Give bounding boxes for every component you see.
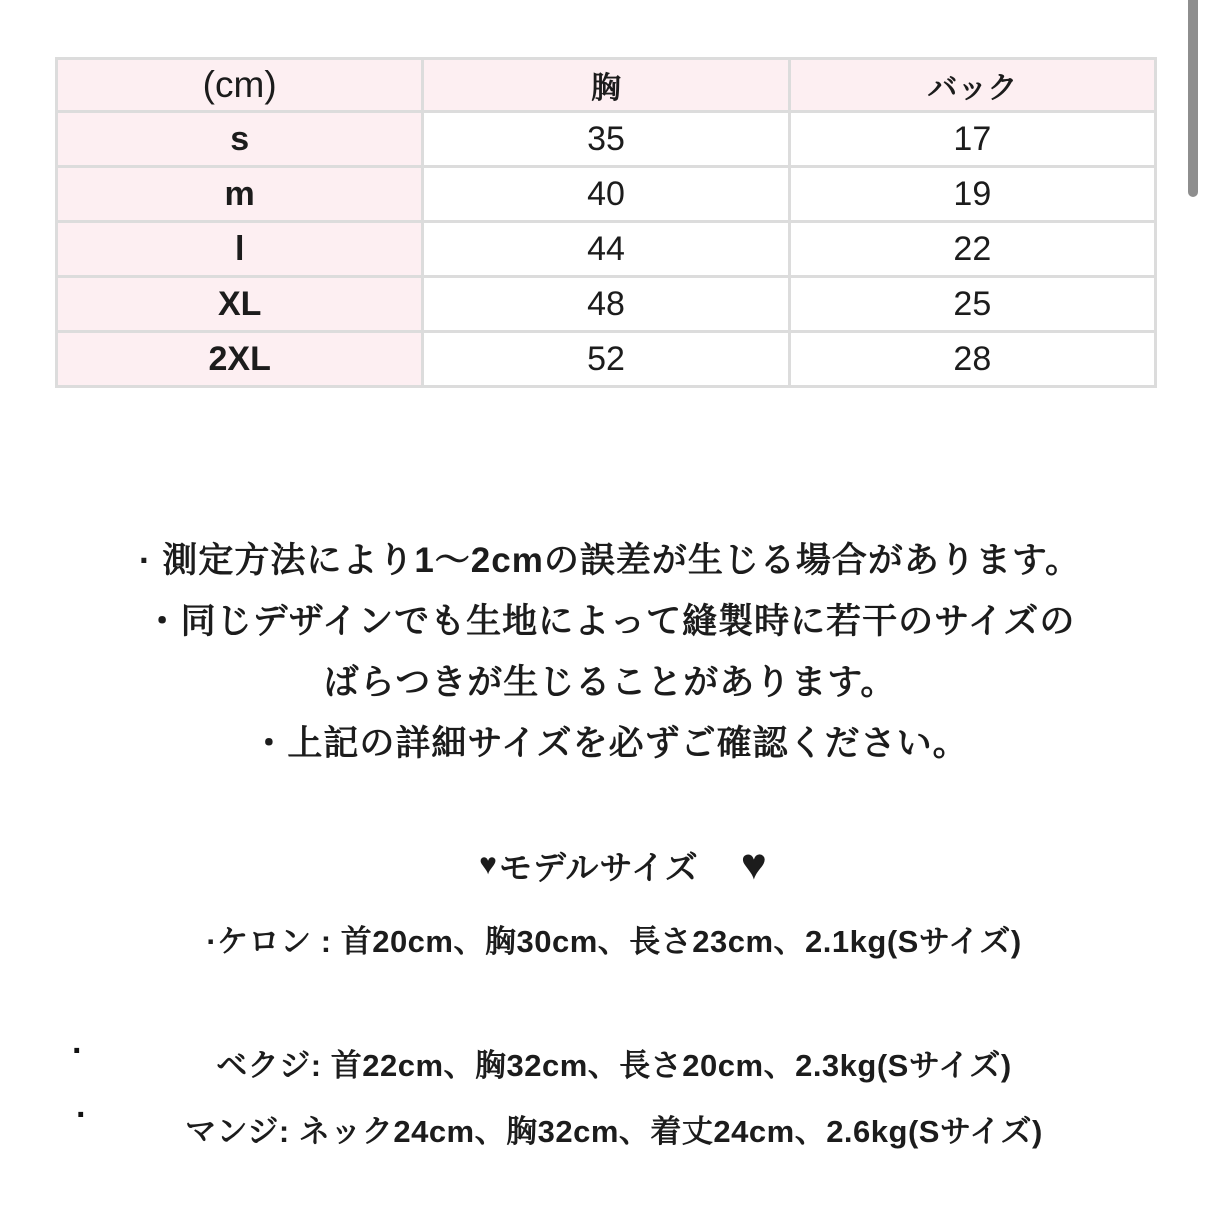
heart-icon: ♥ — [740, 840, 767, 889]
table-row — [57, 222, 1156, 277]
chest-value-xl: 48 — [423, 277, 789, 332]
note-line: · 測定方法により1〜2cmの誤差が生じる場合があります。 — [138, 541, 1082, 580]
size-chart-table — [55, 57, 1157, 388]
size-label-2xl: 2XL — [57, 332, 423, 387]
back-value-xl: 25 — [789, 277, 1155, 332]
unit-header-cell: (cm) — [57, 59, 423, 112]
note-line: ・上記の詳細サイズを必ずご確認ください。 — [251, 724, 969, 763]
chest-value-l: 44 — [423, 222, 789, 277]
back-value-m: 19 — [789, 167, 1155, 222]
note-line: ばらつきが生じることがあります。 — [323, 663, 897, 702]
chest-column-header: 胸 — [423, 59, 789, 112]
back-value-s: 17 — [789, 112, 1155, 167]
heart-icon: ♥ — [479, 848, 497, 881]
back-column-header: バック — [789, 59, 1155, 112]
back-value-l: 22 — [789, 222, 1155, 277]
model-item-manji: マンジ: ネック24cm、胸32cm、着丈24cm、2.6kg(Sサイズ) — [185, 1114, 1043, 1149]
chest-value-2xl: 52 — [423, 332, 789, 387]
size-label-s: s — [57, 112, 423, 167]
chest-value-s: 35 — [423, 112, 789, 167]
size-label-l: l — [57, 222, 423, 277]
margin-bullet-dot: · — [72, 1032, 84, 1070]
chest-value-m: 40 — [423, 167, 789, 222]
table-row — [57, 167, 1156, 222]
note-line: ・同じデザインでも生地によって縫製時に若干のサイズの — [144, 602, 1076, 641]
size-label-m: m — [57, 167, 423, 222]
model-size-title: モデルサイズ — [498, 848, 699, 886]
size-notes — [0, 530, 1206, 774]
table-row — [57, 332, 1156, 387]
margin-bullet-dot: · — [76, 1096, 88, 1134]
model-item-keron: ·ケロン : 首20cm、胸30cm、長さ23cm、2.1kg(Sサイズ) — [206, 924, 1022, 959]
model-item-bekuji: ベクジ: 首22cm、胸32cm、長さ20cm、2.3kg(Sサイズ) — [216, 1048, 1012, 1083]
size-label-xl: XL — [57, 277, 423, 332]
back-value-2xl: 28 — [789, 332, 1155, 387]
scrollbar-thumb[interactable] — [1188, 0, 1198, 197]
table-header-row — [57, 59, 1156, 112]
table-row — [57, 112, 1156, 167]
table-row — [57, 277, 1156, 332]
model-size-heading — [0, 840, 1206, 890]
